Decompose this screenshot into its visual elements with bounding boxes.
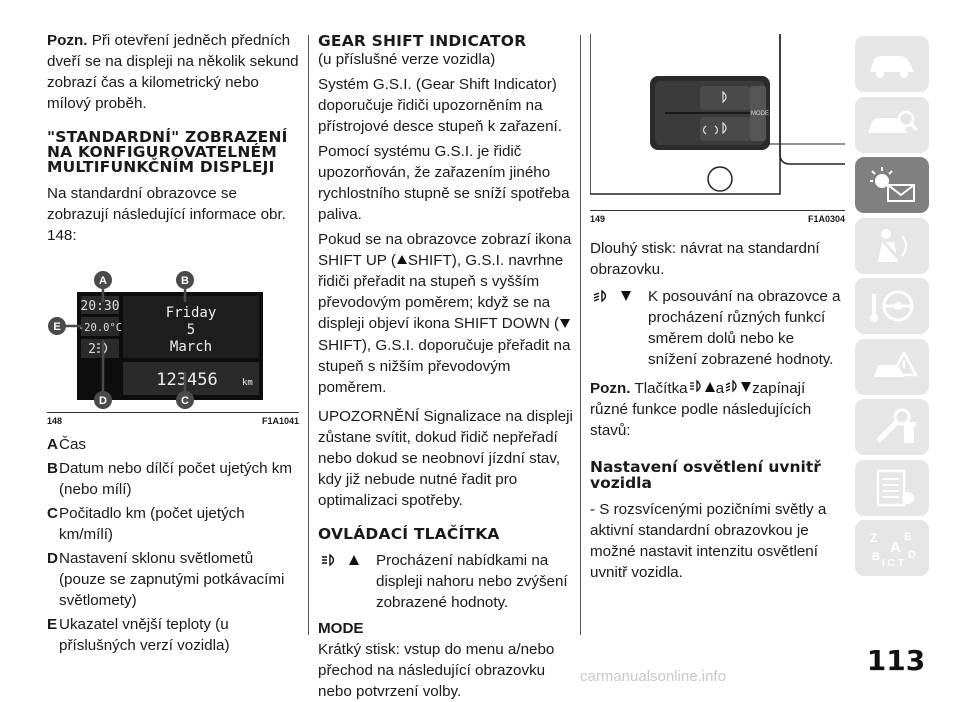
temperature-readout: -20.0°C: [77, 322, 123, 334]
section-heading-buttons: OVLÁDACÍ TLAČÍTKA: [318, 524, 500, 543]
legend-item: E Ukazatel vnější teploty (u příslušných verzí vozidla): [47, 616, 230, 654]
triangle-down-icon: [740, 378, 752, 399]
figure-148: [47, 262, 299, 432]
control-buttons-illustration: [590, 34, 845, 212]
figure-caption-149: [590, 210, 845, 224]
triangle-up-icon: [348, 552, 360, 613]
svg-text:E: E: [904, 531, 912, 543]
seatbelt-icon: [864, 226, 920, 266]
gsi-paragraph-2: Pomocí systému G.S.I. je řidič upozorňován, že zařazením jiného rychlostního stupně se sníží spotřeba paliva.: [318, 143, 570, 223]
column-right: [590, 30, 845, 583]
headlamp-icon: [590, 288, 610, 370]
wrench-icon: [864, 407, 920, 447]
odometer-unit: km: [242, 378, 253, 388]
note-buttons: Pozn. Tlačítka a zapínají různé funkce podle následujících stavů:: [590, 380, 812, 440]
mode-button-label: MODE: [751, 111, 769, 117]
column-left: [47, 30, 299, 656]
steering-wheel-icon: [864, 286, 920, 326]
headlamp-icon: [688, 378, 704, 399]
legend-list: [47, 434, 299, 656]
odometer-value: 123456: [156, 370, 218, 390]
clock-readout: 20:30: [80, 299, 120, 314]
car-icon: [864, 44, 920, 84]
tab-safety[interactable]: [855, 218, 929, 274]
section-heading-standard-display: "STANDARDNÍ" ZOBRAZENÍ NA KONFIGUROVATELNÉM MULTIFUNKČNÍM DISPLEJI: [47, 128, 288, 176]
column-divider-2: [580, 35, 581, 635]
svg-text:I C: I C: [882, 558, 895, 568]
watermark: carmanualsonline.info: [580, 668, 726, 685]
svg-text:Z: Z: [870, 531, 878, 545]
note-paragraph: [47, 30, 299, 114]
gsi-subheading: (u příslušné verze vozidla): [318, 51, 496, 68]
triangle-up-icon: [396, 250, 408, 271]
mode-description: Krátký stisk: vstup do menu a/nebo přechod na následující obrazovku nebo potvrzení volby.: [318, 640, 555, 700]
legend-item: B Datum nebo dílčí počet ujetých km (nebo mílí): [47, 460, 292, 498]
section-heading-interior-lighting: Nastavení osvětlení uvnitř vozidla: [590, 458, 821, 493]
tab-index[interactable]: [855, 520, 929, 576]
triangle-up-icon: [704, 378, 716, 399]
callout-A: A: [99, 275, 107, 287]
figure-code: F1A1041: [261, 416, 299, 426]
interior-lighting-text: - S rozsvícenými pozičními světly a aktivní standardní obrazovkou je možné nastavit intenzitu osvětlení uvnitř vozidla.: [590, 501, 827, 582]
column-middle: [318, 34, 576, 702]
figure-number: 149: [590, 214, 606, 224]
date-number: 5: [186, 322, 196, 338]
button-up-symbols: [318, 550, 376, 613]
column-divider-1: [308, 35, 309, 635]
warning-lights-icon: [864, 165, 920, 205]
button-up-description: Procházení nabídkami na displeji nahoru nebo zvýšení zobrazené hodnoty.: [376, 551, 568, 611]
tab-dashboard-warnings[interactable]: [855, 157, 929, 213]
long-press-text: Dlouhý stisk: návrat na standardní obrazovku.: [590, 240, 820, 278]
headlamp-icon: [318, 552, 338, 613]
button-down-row: [590, 286, 845, 370]
tab-maintenance[interactable]: [855, 399, 929, 455]
figure-caption-148: [47, 412, 299, 426]
callout-D: D: [99, 395, 107, 407]
section-heading-gsi: GEAR SHIFT INDICATOR: [318, 32, 527, 50]
note-label: Pozn.: [47, 32, 88, 49]
tab-technical-data[interactable]: [855, 460, 929, 516]
date-day: Friday: [165, 305, 217, 321]
button-down-description: K posouvání na obrazovce a procházení různých funkcí směrem dolů nebo ke snížení zobrazené hodnoty.: [648, 288, 841, 368]
datasheet-icon: [864, 468, 920, 508]
headlamp-icon: [724, 378, 740, 399]
svg-text:T: T: [898, 558, 905, 568]
date-month: March: [169, 339, 213, 355]
alphabet-index-icon: [864, 528, 920, 568]
legend-item: C Počitadlo km (počet ujetých km/mílí): [47, 505, 245, 543]
tab-car-knowledge[interactable]: [855, 97, 929, 153]
page-number: 113: [866, 644, 926, 677]
figure-number: 148: [47, 416, 63, 426]
callout-C: C: [181, 395, 189, 407]
legend-item: D Nastavení sklonu světlometů (pouze se zapnutými potkávacími světlomety): [47, 550, 285, 609]
button-down-symbols: [590, 286, 648, 370]
tab-emergency[interactable]: [855, 339, 929, 395]
gsi-paragraph-1: Systém G.S.I. (Gear Shift Indicator) doporučuje řidiči upozorněním na přístrojové desce stupeň k zařazení.: [318, 76, 562, 135]
gsi-paragraph-3: Pokud se na obrazovce zobrazí ikona SHIFT UP ( SHIFT), G.S.I. navrhne řidiči přeřadit na stupeň s vyšším převodovým poměrem; když se na displeji objeví ikona SHIFT DOWN (SHIFT), G.S.I. doporučuje přeřadit na stupeň s nižším převodovým poměrem.: [318, 231, 572, 396]
svg-text:B: B: [872, 551, 880, 563]
svg-text:D: D: [908, 549, 916, 561]
svg-text:A: A: [890, 539, 901, 556]
intro-paragraph: Na standardní obrazovce se zobrazují následující informace obr. 148:: [47, 185, 286, 244]
callout-E: E: [53, 321, 61, 333]
headlamp-level-value: 2: [88, 342, 96, 357]
display-illustration: [47, 262, 299, 412]
chapter-sidebar: [855, 36, 933, 581]
mode-label: MODE: [318, 619, 364, 637]
triangle-down-icon: [620, 288, 632, 370]
legend-item: A Čas: [47, 436, 87, 453]
breakdown-icon: [864, 347, 920, 387]
tab-starting-driving[interactable]: [855, 278, 929, 334]
gsi-warning: UPOZORNĚNÍ Signalizace na displeji zůstane svítit, dokud řidič nepřeřadí nebo dokud se neobnoví jízdní stav, kdy již nebude nutné řadit pro optimalizaci spotřeby.: [318, 407, 573, 509]
figure-code: F1A0304: [807, 214, 845, 224]
callout-B: B: [181, 275, 189, 287]
figure-149: [590, 30, 845, 228]
button-up-row: [318, 550, 576, 613]
car-search-icon: [864, 105, 920, 145]
triangle-down-icon: [559, 314, 571, 335]
note-text: Při otevření jedněch předních dveří se na displeji na několik sekund zobrazí čas a kilometrický nebo mílový proběh.: [47, 32, 299, 112]
tab-car-overview[interactable]: [855, 36, 929, 92]
